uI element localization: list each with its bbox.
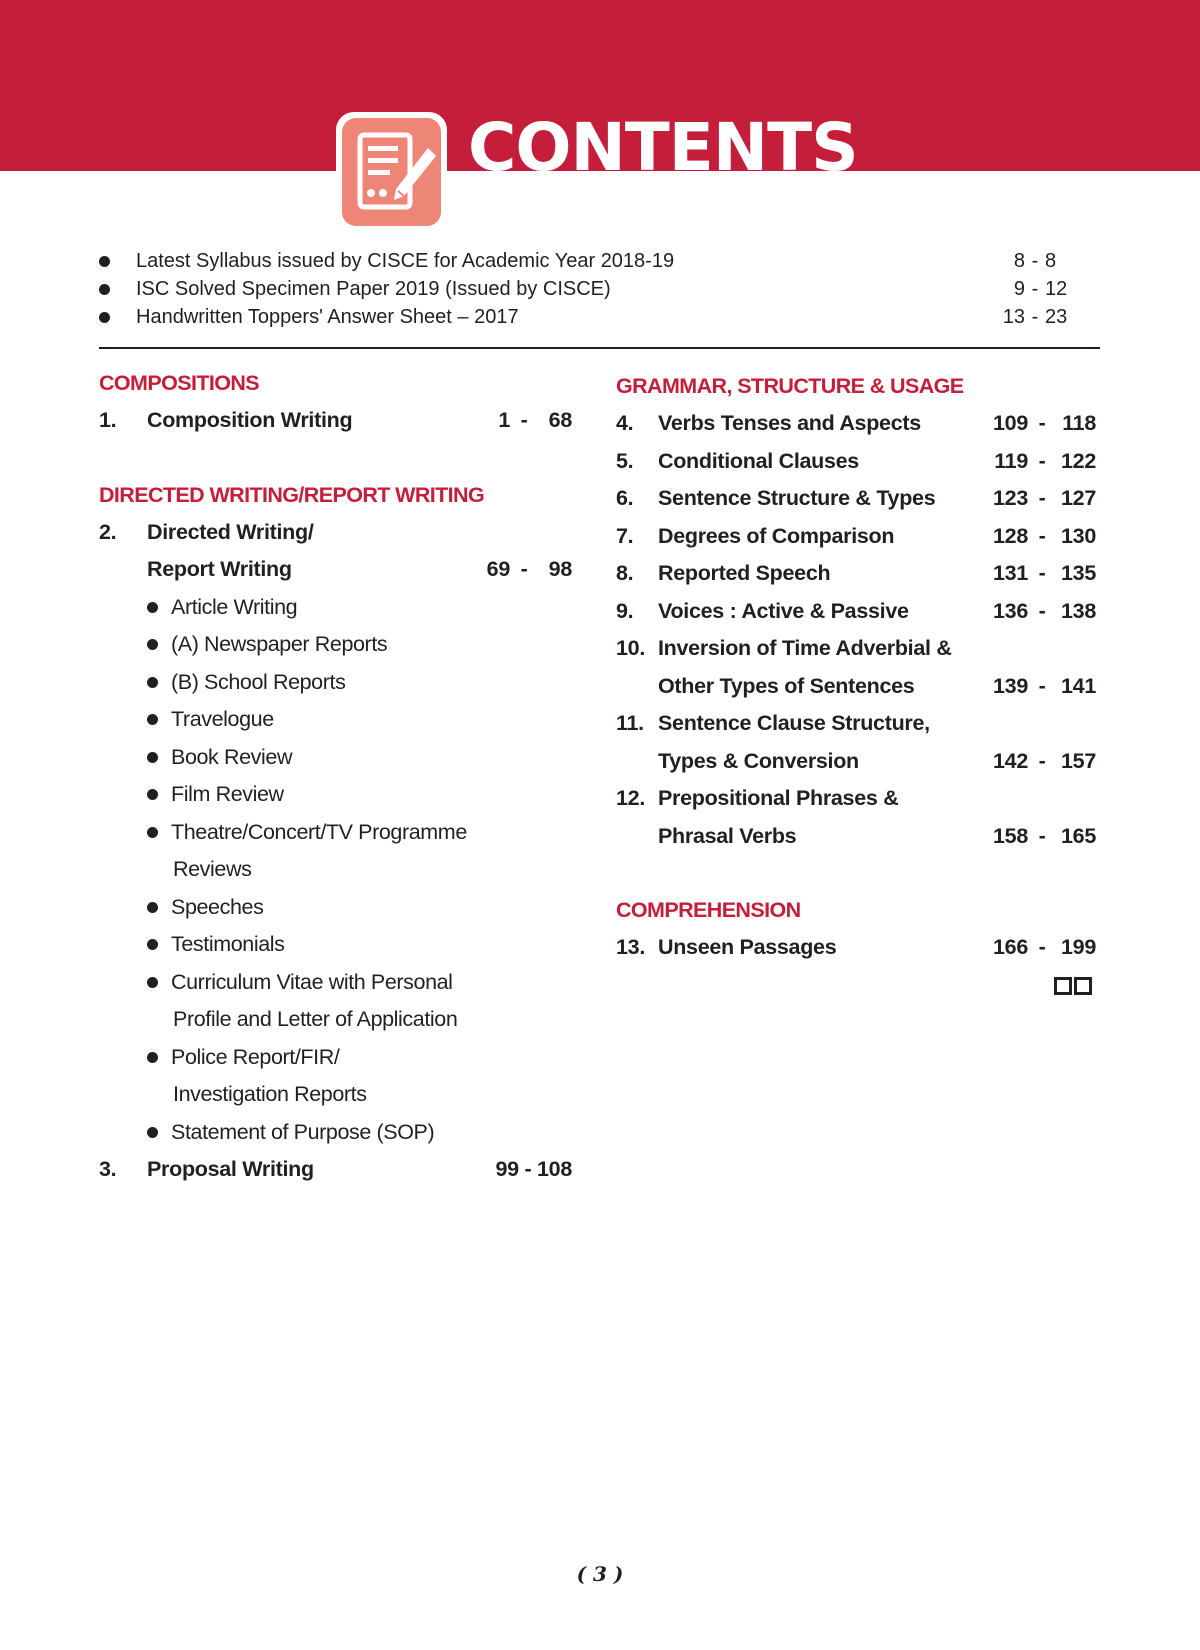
section-heading: DIRECTED WRITING/REPORT WRITING <box>99 482 485 507</box>
toc-entry[interactable]: 9. Voices : Active & Passive 136 - 138 <box>616 593 1096 631</box>
toc-entry-continuation[interactable]: Other Types of Sentences 139 - 141 <box>616 668 1096 706</box>
bullet-icon <box>147 789 158 800</box>
toc-entry-continuation[interactable]: Phrasal Verbs 158 - 165 <box>616 818 1096 856</box>
page-range: 158 - 165 <box>993 823 1096 848</box>
bullet-icon <box>99 284 110 295</box>
list-item[interactable]: ISC Solved Specimen Paper 2019 (Issued by CISCE) 9 - 12 <box>99 275 1079 303</box>
toc-entry[interactable]: 11. Sentence Clause Structure, <box>616 711 930 735</box>
document-pencil-icon <box>334 110 449 234</box>
toc-entry[interactable]: 6. Sentence Structure & Types 123 - 127 <box>616 480 1096 518</box>
toc-entry[interactable]: 7. Degrees of Comparison 128 - 130 <box>616 518 1096 556</box>
sub-item[interactable]: (B) School Reports <box>99 664 572 702</box>
sub-item[interactable]: Statement of Purpose (SOP) <box>99 1114 572 1152</box>
sub-item[interactable]: Police Report/FIR/ <box>99 1039 572 1077</box>
toc-entry[interactable]: 8. Reported Speech 131 - 135 <box>616 555 1096 593</box>
bullet-icon <box>147 752 158 763</box>
sub-item[interactable]: Travelogue <box>99 701 572 739</box>
prelims-list <box>99 247 1079 331</box>
sub-item[interactable]: (A) Newspaper Reports <box>99 626 572 664</box>
bullet-icon <box>147 902 158 913</box>
sub-item[interactable]: Book Review <box>99 739 572 777</box>
toc-entry[interactable]: 1. Composition Writing 1 - 68 <box>99 402 572 440</box>
toc-entry[interactable]: 3. Proposal Writing 99 - 108 <box>99 1151 572 1189</box>
page-range: 69 - 98 <box>486 557 572 581</box>
bullet-icon <box>147 1052 158 1063</box>
left-column <box>99 365 572 1189</box>
page-number: ( 3 ) <box>576 1562 624 1586</box>
sub-item[interactable]: Theatre/Concert/TV Programme <box>99 814 572 852</box>
page-range: 9 - 12 <box>1013 277 1068 300</box>
bullet-icon <box>147 639 158 650</box>
page-range: 109 - 118 <box>993 411 1096 435</box>
section-heading: COMPOSITIONS <box>99 371 260 395</box>
page-title: CONTENTS <box>468 109 858 186</box>
sub-item-continuation: Profile and Letter of Application <box>173 1007 458 1031</box>
list-item[interactable]: Handwritten Toppers' Answer Sheet – 2017 13 - 23 <box>99 303 1079 331</box>
page-range: 99 - 108 <box>495 1157 572 1181</box>
sub-item[interactable]: Testimonials <box>99 926 572 964</box>
divider <box>99 347 1100 349</box>
page-range: 123 - 127 <box>993 486 1096 510</box>
toc-entry-continuation[interactable]: Types & Conversion 142 - 157 <box>616 743 1096 781</box>
double-square-end-mark-icon <box>1054 977 1092 995</box>
toc-entry[interactable]: 13. Unseen Passages 166 - 199 <box>616 929 1096 967</box>
sub-item-continuation: Reviews <box>173 857 252 881</box>
section-heading: GRAMMAR, STRUCTURE & USAGE <box>616 374 964 398</box>
page-range: 131 - 135 <box>993 561 1096 585</box>
section-heading: COMPREHENSION <box>616 898 801 922</box>
toc-entry[interactable]: 12. Prepositional Phrases & <box>616 786 899 810</box>
sub-item[interactable]: Curriculum Vitae with Personal <box>99 964 572 1002</box>
bullet-icon <box>147 827 158 838</box>
sub-item[interactable]: Speeches <box>99 889 572 927</box>
bullet-icon <box>147 1127 158 1138</box>
bullet-icon <box>147 939 158 950</box>
page-range: 1 - 68 <box>498 408 572 432</box>
toc-entry[interactable]: 10. Inversion of Time Adverbial & <box>616 636 952 660</box>
toc-entry-continuation[interactable]: Report Writing 69 - 98 <box>99 551 572 589</box>
sub-item[interactable]: Film Review <box>99 776 572 814</box>
bullet-icon <box>99 312 110 323</box>
sub-item[interactable]: Article Writing <box>99 589 572 627</box>
page-range: 166 - 199 <box>993 935 1096 959</box>
sub-item-continuation: Investigation Reports <box>173 1082 367 1106</box>
toc-entry[interactable]: 4. Verbs Tenses and Aspects 109 - 118 <box>616 405 1096 443</box>
page-range: 128 - 130 <box>993 523 1096 548</box>
bullet-icon <box>147 714 158 725</box>
page-range: 136 - 138 <box>993 598 1096 623</box>
bullet-icon <box>147 677 158 688</box>
bullet-icon <box>147 977 158 988</box>
bullet-icon <box>147 602 158 613</box>
right-column <box>616 365 1096 1007</box>
end-mark <box>616 967 1096 1007</box>
page-range: 139 - 141 <box>993 673 1096 698</box>
page-range: 13 - 23 <box>1002 305 1068 328</box>
page-range: 119 - 122 <box>994 448 1096 473</box>
list-item[interactable]: Latest Syllabus issued by CISCE for Academic Year 2018-19 8 - 8 <box>99 247 1079 275</box>
toc-entry[interactable]: 5. Conditional Clauses 119 - 122 <box>616 443 1096 481</box>
bullet-icon <box>99 256 110 267</box>
page-range: 8 - 8 <box>1013 249 1057 272</box>
page-range: 142 - 157 <box>993 748 1096 773</box>
toc-entry[interactable]: 2. Directed Writing/ <box>99 519 314 544</box>
